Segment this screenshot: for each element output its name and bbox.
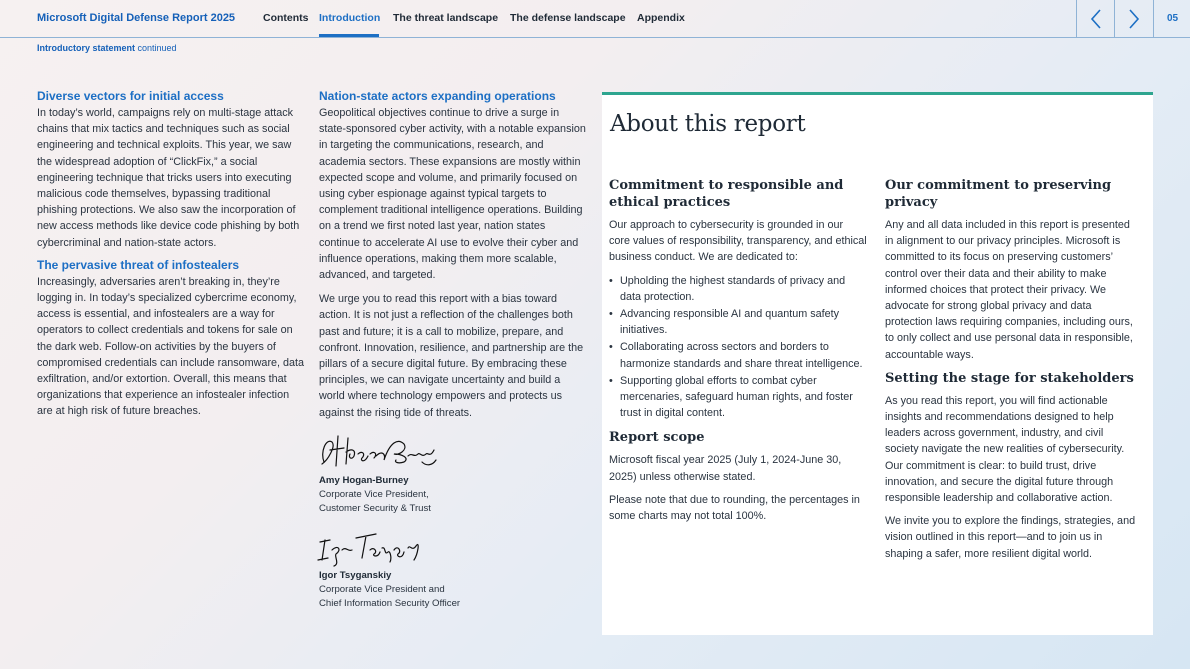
signatory-block-1 <box>319 474 431 516</box>
active-nav-underline <box>319 34 379 37</box>
left-column <box>37 88 305 426</box>
report-scope-heading: Report scope <box>609 430 705 446</box>
chevron-right-icon <box>1127 8 1141 30</box>
nation-state-paragraph: Geopolitical objectives continue to drive a surge in state-sponsored cyber activity, with a notable expansion in targeting the communications, research, and academia sectors. These expansions are mostly within expected scope and volume, and primarily focused on using cyber espionage against typical targets to complement traditional intelligence operations. Building on a trend we first noted last year, nation states continue to accelerate AI use to evolve their cyber and influence operations, making them more scalable, advanced, and targeted. <box>319 107 586 282</box>
call-to-action-paragraph: We urge you to read this report with a bias toward action. It is not just a reflection of the challenges both past and future; it is a call to mobilize, prepare, and confront. Innovation, resilience, and partnership are the pillars of a secure digital future. By embracing these principles, we can navigate uncertainty and build a world where technology empowers and protects us against the rising tide of threats. <box>319 293 584 419</box>
nav-introduction[interactable]: Introduction <box>319 12 381 24</box>
signature-igor-tsyganskiy <box>316 528 426 568</box>
section-heading-initial-access: Diverse vectors for initial access <box>37 89 224 103</box>
invitation-paragraph: We invite you to explore the findings, strategies, and vision outlined in this report—and to join us in shaping a safer, more resilient digital world. <box>885 515 1136 560</box>
commitment-list <box>609 273 867 422</box>
subheader-continued: continued <box>137 43 177 53</box>
signatory-name: Amy Hogan-Burney <box>319 475 409 486</box>
privacy-paragraph: Any and all data included in this report is presented in alignment to our privacy principles. Microsoft is committed to its focus on preserving customers’ control over their data and their ability to make informed choices that protect their privacy. We advocate for strong global privacy and data protection laws requiring companies, including ours, to only collect and use personal data in responsible, accountable ways. <box>885 219 1133 361</box>
list-item: • Supporting global efforts to combat cyber mercenaries, safeguard human rights, and foster trust in digital content. <box>609 373 867 422</box>
section-heading-infostealers: The pervasive threat of infostealers <box>37 257 240 272</box>
commitment-intro: Our approach to cybersecurity is grounded in our core values of responsibility, transparency, and ethical business conduct. We are dedicated to: <box>609 219 867 264</box>
report-scope-paragraph: Microsoft fiscal year 2025 (July 1, 2024-June 30, 2025) unless otherwise stated. <box>609 454 842 483</box>
list-item: • Upholding the highest standards of privacy and data protection. <box>609 273 867 305</box>
nav-contents[interactable]: Contents <box>263 12 309 24</box>
about-left-column <box>609 177 867 531</box>
list-item: • Collaborating across sectors and borders to harmonize standards and share threat intelligence. <box>609 339 867 371</box>
middle-column <box>319 88 589 427</box>
commitment-heading: Commitment to responsible and ethical practices <box>609 178 844 210</box>
nav-threat-landscape[interactable]: The threat landscape <box>393 12 499 24</box>
report-brand[interactable]: Microsoft Digital Defense Report 2025 <box>37 12 236 24</box>
section-body-infostealers: Increasingly, adversaries aren’t breaking in, they’re logging in. In today’s specialized cybercrime economy, access is essential, and infostealers are a way for operators to collect credentials and tokens for sale on the dark web. Follow-on activities by the buyers of compromised credentials can include ransomware, data exfiltration, and/or extortion. Overall, this means that organizations that experience an infostealer infection are at high risk of future breaches. <box>37 275 305 418</box>
list-item: • Advancing responsible AI and quantum safety initiatives. <box>609 306 867 338</box>
section-body-initial-access: In today’s world, campaigns rely on multi-stage attack chains that mix tactics and techniques such as social engineering and technical exploits. This year, we saw the widespread adoption of “ClickFix,” a social engineering technique that tricks users into executing malicious code themselves, bypassing traditional phishing protections. We also saw the incorporation of new access methods like device code phishing by both cybercriminal and nation-state actors. <box>37 107 300 249</box>
about-report-card <box>602 92 1153 635</box>
section-subheader <box>37 43 177 53</box>
signatory-block-2 <box>319 569 460 611</box>
report-scope-note: Please note that due to rounding, the percentages in some charts may not total 100%. <box>609 493 860 523</box>
stakeholders-paragraph: As you read this report, you will find actionable insights and recommendations designed to help leaders across government, industry, and civil society navigate the new realities of cybersecurity. Our commitment is clear: to build trust, drive innovation, and secure the digital future through responsible leadership and collaborative action. <box>885 394 1125 505</box>
about-report-title: About this report <box>610 111 806 137</box>
previous-page-button[interactable] <box>1076 0 1115 37</box>
page-number: 05 <box>1153 0 1190 37</box>
chevron-left-icon <box>1089 8 1103 30</box>
stakeholders-heading: Setting the stage for stakeholders <box>885 370 1134 386</box>
about-right-column <box>885 177 1137 569</box>
signatory-title: Corporate Vice President, <box>319 489 429 500</box>
nav-defense-landscape[interactable]: The defense landscape <box>510 12 626 24</box>
next-page-button[interactable] <box>1114 0 1153 37</box>
signatory-name: Igor Tsyganskiy <box>319 570 392 581</box>
nav-appendix[interactable]: Appendix <box>637 12 685 24</box>
signatory-title: Corporate Vice President and <box>319 584 445 595</box>
signatory-title: Chief Information Security Officer <box>319 598 461 609</box>
signatory-title: Customer Security & Trust <box>319 503 431 514</box>
section-heading-nation-state: Nation-state actors expanding operations <box>319 89 556 103</box>
signature-amy-hogan-burney <box>318 432 440 476</box>
subheader-label: Introductory statement <box>37 43 136 53</box>
privacy-heading: Our commitment to preserving privacy <box>885 178 1112 210</box>
